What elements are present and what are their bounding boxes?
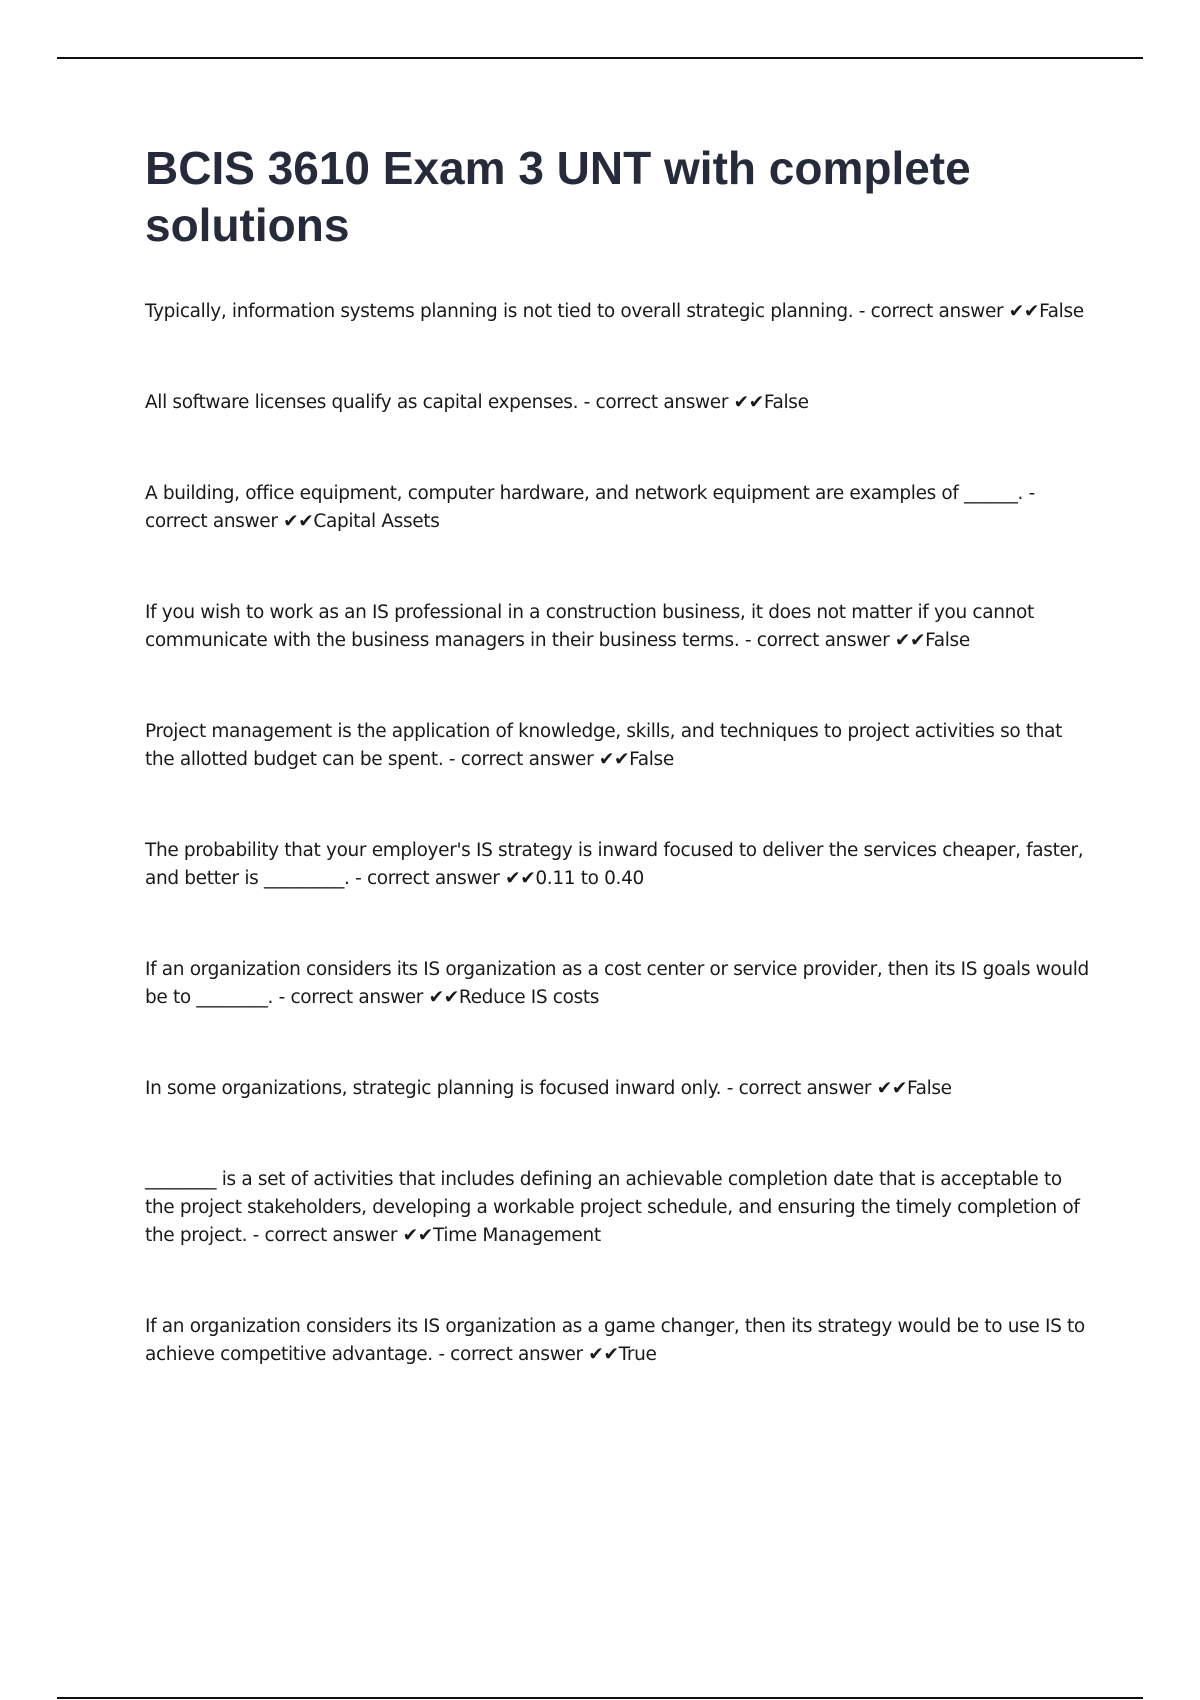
- question-text: Project management is the application of knowledge, skills, and techniques to project activities so that the allotted budget can be spent.: [145, 721, 1063, 770]
- answer-prefix: - correct answer: [278, 987, 424, 1008]
- answer-text: False: [925, 630, 970, 651]
- answer-prefix: - correct answer: [726, 1078, 872, 1099]
- answer-text: False: [907, 1078, 952, 1099]
- top-rule: [57, 57, 1143, 59]
- qa-item: [145, 480, 1095, 536]
- answer-prefix: - correct answer: [744, 630, 890, 651]
- qa-item: [145, 298, 1095, 326]
- check-mark-icon: ✔✔: [505, 868, 536, 889]
- answer-text: False: [1039, 301, 1084, 322]
- qa-item: [145, 1166, 1095, 1250]
- answer-prefix: - correct answer: [145, 483, 1035, 532]
- question-text: ________ is a set of activities that includes defining an achievable completion date that is acceptable to the project stakeholders, developing a workable project schedule, and ensuring the timely completion of the project.: [145, 1169, 1080, 1246]
- qa-item: [145, 389, 1095, 417]
- answer-text: Time Management: [432, 1225, 601, 1246]
- question-text: If an organization considers its IS organization as a cost center or service provider, then its IS goals would be to ________.: [145, 959, 1089, 1008]
- qa-item: [145, 1075, 1095, 1103]
- qa-item: [145, 599, 1095, 655]
- question-text: A building, office equipment, computer hardware, and network equipment are examples of ______.: [145, 483, 1024, 504]
- answer-prefix: - correct answer: [355, 868, 500, 889]
- qa-item: [145, 1313, 1095, 1369]
- answer-prefix: - correct answer: [583, 392, 729, 413]
- check-mark-icon: ✔✔: [428, 987, 459, 1008]
- document-body: [145, 140, 1095, 1432]
- answer-text: False: [763, 392, 809, 413]
- answer-prefix: - correct answer: [448, 749, 594, 770]
- check-mark-icon: ✔✔: [598, 749, 630, 770]
- check-mark-icon: ✔✔: [1008, 301, 1040, 322]
- question-text: If an organization considers its IS organization as a game changer, then its strategy would be to use IS to achieve competitive advantage.: [145, 1316, 1085, 1365]
- check-mark-icon: ✔✔: [588, 1344, 619, 1365]
- answer-text: True: [618, 1344, 657, 1365]
- check-mark-icon: ✔✔: [876, 1078, 908, 1099]
- question-text: All software licenses qualify as capital expenses.: [145, 392, 579, 413]
- bottom-rule: [57, 1697, 1143, 1699]
- question-text: In some organizations, strategic planning is focused inward only.: [145, 1078, 722, 1099]
- answer-prefix: - correct answer: [858, 301, 1004, 322]
- question-text: The probability that your employer's IS strategy is inward focused to deliver the services cheaper, faster, and better is _________.: [145, 840, 1084, 889]
- question-text: Typically, information systems planning is not tied to overall strategic planning.: [145, 301, 854, 322]
- qa-item: [145, 956, 1095, 1012]
- answer-text: Reduce IS costs: [458, 987, 600, 1008]
- question-text: If you wish to work as an IS professional in a construction business, it does not matter if you cannot communicate with the business managers in their business terms.: [145, 602, 1034, 651]
- qa-item: [145, 718, 1095, 774]
- document-title: BCIS 3610 Exam 3 UNT with complete solutions: [145, 142, 971, 251]
- answer-text: False: [629, 749, 674, 770]
- qa-item: [145, 837, 1095, 893]
- check-mark-icon: ✔✔: [283, 511, 314, 532]
- check-mark-icon: ✔✔: [402, 1225, 433, 1246]
- answer-text: 0.11 to 0.40: [535, 868, 644, 889]
- check-mark-icon: ✔✔: [733, 392, 764, 413]
- qa-list: [145, 298, 1095, 1369]
- answer-prefix: - correct answer: [438, 1344, 583, 1365]
- answer-text: Capital Assets: [313, 511, 440, 532]
- check-mark-icon: ✔✔: [894, 630, 926, 651]
- answer-prefix: - correct answer: [252, 1225, 398, 1246]
